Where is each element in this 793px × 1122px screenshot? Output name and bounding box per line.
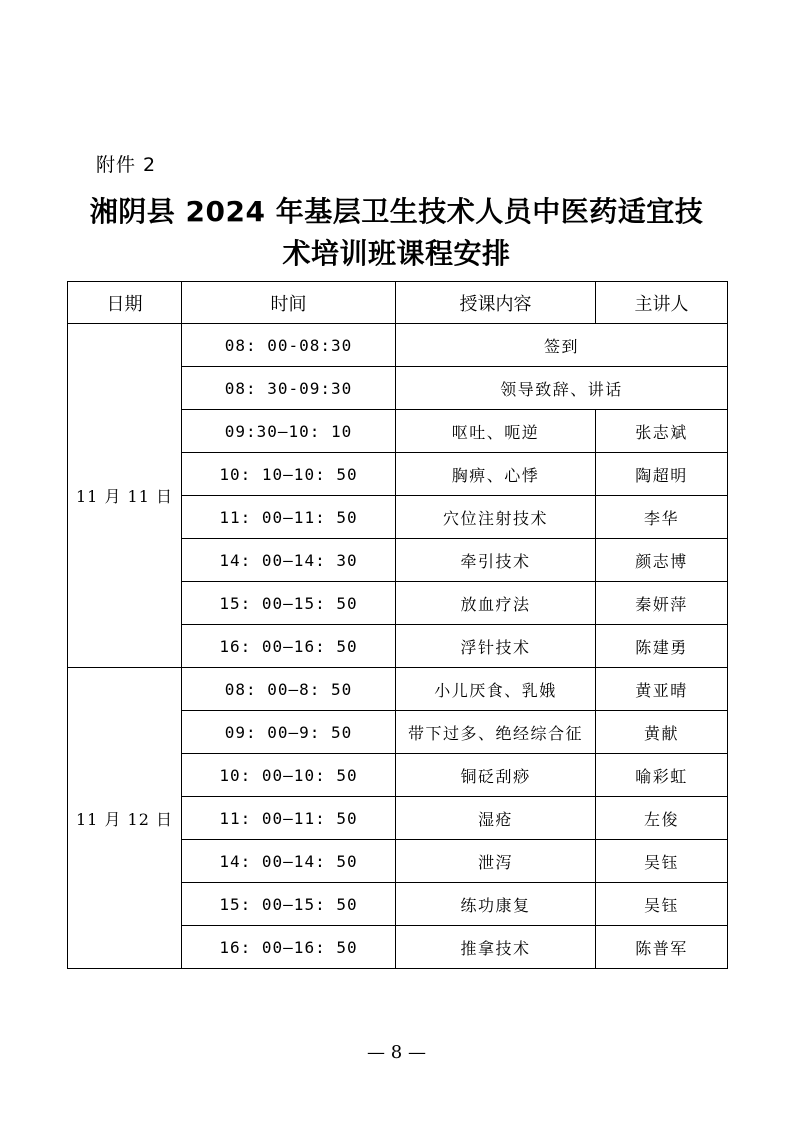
content-cell: 湿疮 [396,797,596,840]
schedule-table [67,281,728,969]
page-number: — 8 — [367,1042,426,1063]
time-cell: 15: 00—15: 50 [182,883,396,926]
teacher-cell: 黄亚晴 [596,668,728,711]
teacher-cell: 陈建勇 [596,625,728,668]
content-cell: 带下过多、绝经综合征 [396,711,596,754]
time-cell: 10: 00—10: 50 [182,754,396,797]
content-cell: 胸痹、心悸 [396,453,596,496]
content-cell: 小儿厌食、乳娥 [396,668,596,711]
attachment-label: 附件 2 [96,154,157,176]
teacher-cell: 陈普军 [596,926,728,969]
content-cell: 牵引技术 [396,539,596,582]
teacher-cell: 张志斌 [596,410,728,453]
time-cell: 14: 00—14: 30 [182,539,396,582]
document-title-line1: 湘阴县 2024 年基层卫生技术人员中医药适宜技 [89,195,704,228]
header-content: 授课内容 [396,282,596,324]
time-cell: 08: 30-09:30 [182,367,396,410]
content-cell: 呕吐、呃逆 [396,410,596,453]
content-cell: 泄泻 [396,840,596,883]
teacher-cell: 喻彩虹 [596,754,728,797]
time-cell: 11: 00—11: 50 [182,496,396,539]
teacher-cell: 吴钰 [596,883,728,926]
document-title-line2: 术培训班课程安排 [282,237,511,270]
teacher-cell: 黄献 [596,711,728,754]
time-cell: 16: 00—16: 50 [182,926,396,969]
content-cell: 领导致辞、讲话 [396,367,728,410]
time-cell: 09:30—10: 10 [182,410,396,453]
header-date: 日期 [68,282,182,324]
time-cell: 15: 00—15: 50 [182,582,396,625]
time-cell: 11: 00—11: 50 [182,797,396,840]
table-row [68,668,728,711]
time-cell: 10: 10—10: 50 [182,453,396,496]
header-time: 时间 [182,282,396,324]
content-cell: 浮针技术 [396,625,596,668]
teacher-cell: 秦妍萍 [596,582,728,625]
teacher-cell: 吴钰 [596,840,728,883]
teacher-cell: 颜志博 [596,539,728,582]
table-header-row [68,282,728,324]
time-cell: 14: 00—14: 50 [182,840,396,883]
table-row [68,324,728,367]
content-cell: 推拿技术 [396,926,596,969]
time-cell: 16: 00—16: 50 [182,625,396,668]
content-cell: 签到 [396,324,728,367]
time-cell: 08: 00—8: 50 [182,668,396,711]
content-cell: 练功康复 [396,883,596,926]
teacher-cell: 陶超明 [596,453,728,496]
content-cell: 穴位注射技术 [396,496,596,539]
date-cell-day1: 11 月 11 日 [68,324,182,668]
time-cell: 08: 00-08:30 [182,324,396,367]
time-cell: 09: 00—9: 50 [182,711,396,754]
date-cell-day2: 11 月 12 日 [68,668,182,969]
content-cell: 放血疗法 [396,582,596,625]
teacher-cell: 李华 [596,496,728,539]
header-teacher: 主讲人 [596,282,728,324]
content-cell: 铜砭刮痧 [396,754,596,797]
teacher-cell: 左俊 [596,797,728,840]
